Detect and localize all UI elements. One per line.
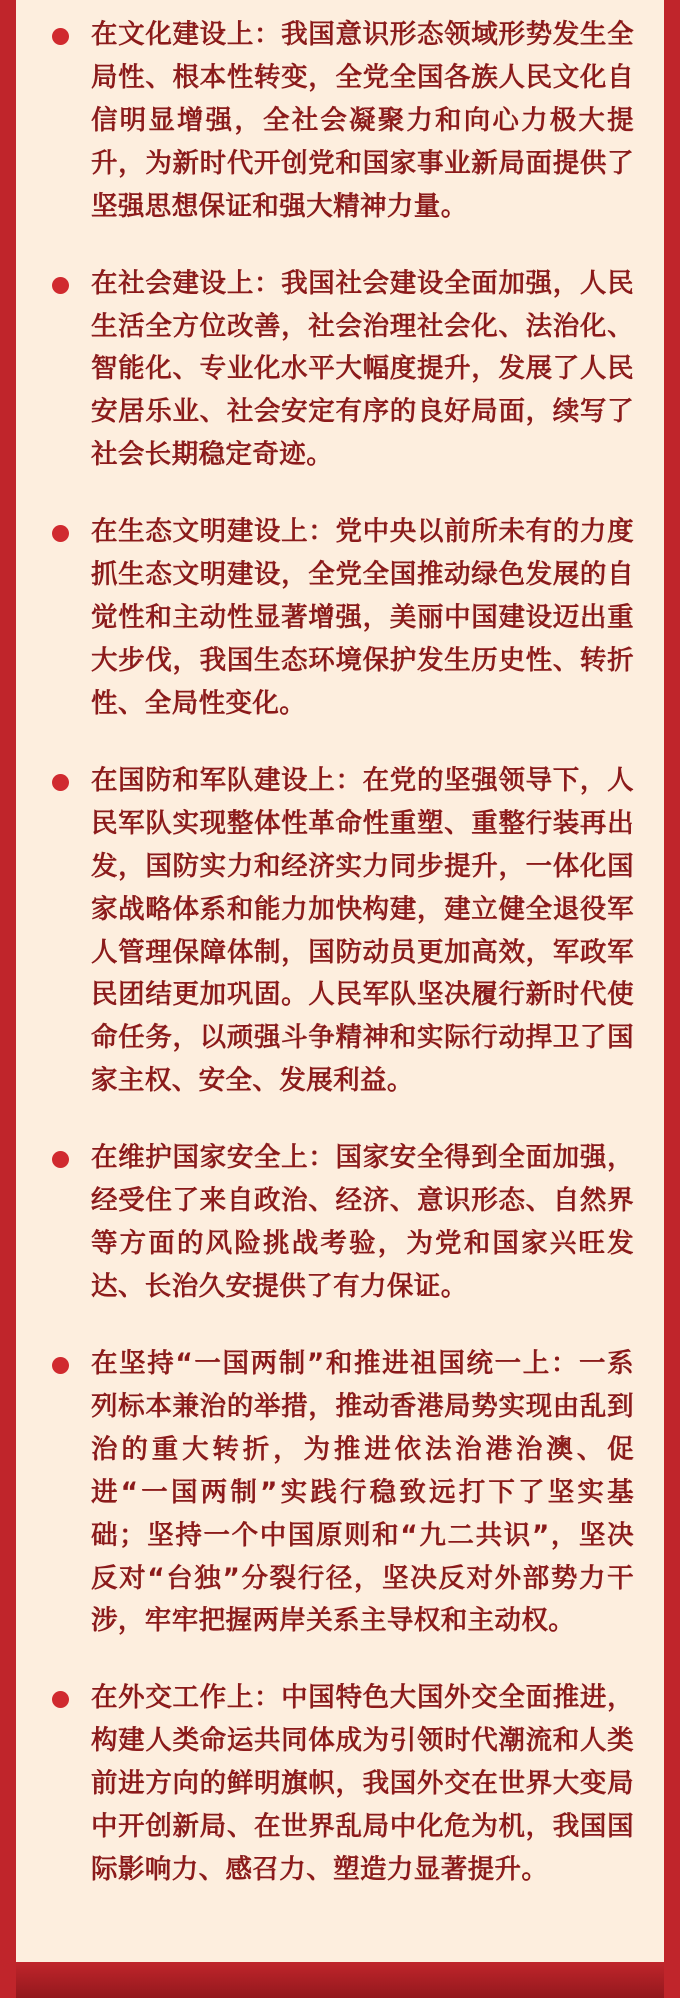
- list-item: [46, 1677, 634, 1892]
- list-item: [46, 1137, 634, 1309]
- list-item: [46, 263, 634, 478]
- list-item-text: 在生态文明建设上：党中央以前所未有的力度抓生态文明建设，全党全国推动绿色发展的自觉性和主动性显著增强，美丽中国建设迈出重大步伐，我国生态环境保护发生历史性、转折性、全局性变化。: [91, 516, 634, 719]
- list-item-text: 在文化建设上：我国意识形态领域形势发生全局性、根本性转变，全党全国各族人民文化自信明显增强，全社会凝聚力和向心力极大提升，为新时代开创党和国家事业新局面提供了坚强思想保证和强大精神力量。: [91, 19, 634, 222]
- content-card: [16, 0, 664, 1962]
- list-item-text: 在坚持“一国两制”和推进祖国统一上：一系列标本兼治的举措，推动香港局势实现由乱到治的重大转折，为推进依法治港治澳、促进“一国两制”实践行稳致远打下了坚实基础；坚持一个中国原则和“九二共识”，坚决反对“台独”分裂行径，坚决反对外部势力干涉，牢牢把握两岸关系主导权和主动权。: [91, 1347, 634, 1637]
- list-item-text: 在社会建设上：我国社会建设全面加强，人民生活全方位改善，社会治理社会化、法治化、智能化、专业化水平大幅度提升，发展了人民安居乐业、社会安定有序的良好局面，续写了社会长期稳定奇迹。: [91, 267, 634, 471]
- bullet-dot-icon: [52, 525, 69, 542]
- achievement-list: [46, 14, 634, 1892]
- list-item: [46, 760, 634, 1103]
- bullet-dot-icon: [52, 774, 69, 791]
- list-item: [46, 1343, 634, 1643]
- bullet-dot-icon: [52, 277, 69, 294]
- bullet-dot-icon: [52, 1357, 69, 1374]
- bullet-dot-icon: [52, 28, 69, 45]
- bullet-dot-icon: [52, 1151, 69, 1168]
- list-item-text: 在维护国家安全上：国家安全得到全面加强，经受住了来自政治、经济、意识形态、自然界等方面的风险挑战考验，为党和国家兴旺发达、长治久安提供了有力保证。: [91, 1142, 634, 1302]
- list-item: [46, 511, 634, 726]
- list-item-text: 在国防和军队建设上：在党的坚强领导下，人民军队实现整体性革命性重塑、重整行装再出发，国防实力和经济实力同步提升，一体化国家战略体系和能力加快构建，建立健全退役军人管理保障体制，国防动员更加高效，军政军民团结更加巩固。人民军队坚决履行新时代使命任务，以顽强斗争精神和实际行动捍卫了国家主权、安全、发展利益。: [91, 764, 634, 1097]
- list-item-text: 在外交工作上：中国特色大国外交全面推进，构建人类命运共同体成为引领时代潮流和人类前进方向的鲜明旗帜，我国外交在世界大变局中开创新局、在世界乱局中化危为机，我国国际影响力、感召力、塑造力显著提升。: [91, 1682, 634, 1886]
- list-item: [46, 14, 634, 229]
- bullet-dot-icon: [52, 1691, 69, 1708]
- bottom-shadow: [16, 1962, 664, 1998]
